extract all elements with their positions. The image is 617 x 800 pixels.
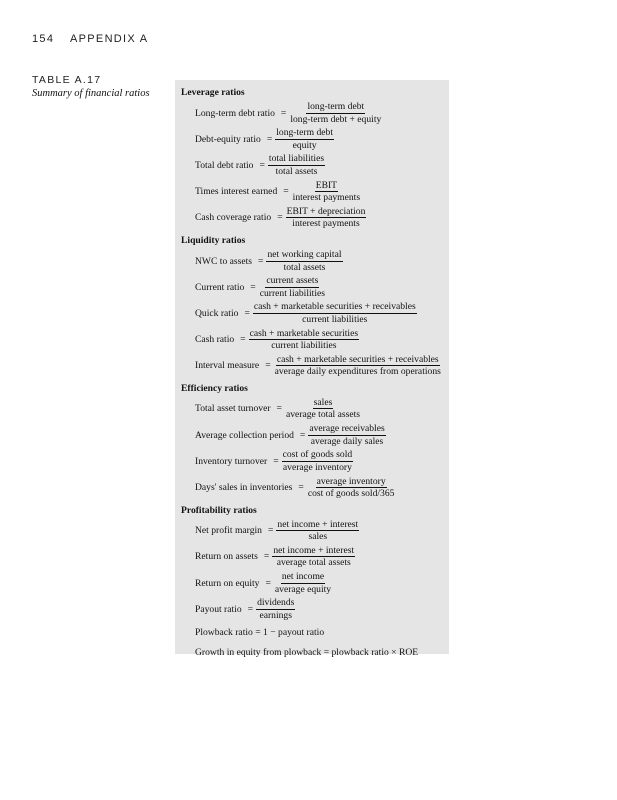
ratio-row	[181, 327, 443, 353]
ratio-fraction	[259, 275, 326, 299]
ratio-row	[181, 596, 443, 622]
ratio-denominator: cost of goods sold/365	[307, 488, 395, 500]
ratio-row	[181, 544, 443, 570]
ratio-denominator: total assets	[283, 261, 326, 273]
ratio-row	[181, 518, 443, 544]
ratio-fraction	[292, 180, 361, 204]
ratio-name: NWC to assets	[195, 255, 253, 267]
ratio-fraction	[275, 127, 334, 151]
running-head	[32, 33, 148, 45]
equals-sign: =	[266, 133, 273, 145]
section-title: Efficiency ratios	[181, 382, 248, 394]
ratio-fraction	[268, 153, 325, 177]
page-number: 154	[32, 33, 55, 45]
ratio-numerator: current assets	[266, 275, 319, 287]
ratio-row	[181, 353, 443, 379]
section-title: Profitability ratios	[181, 504, 257, 516]
ratio-fraction	[256, 597, 295, 621]
ratio-fraction	[272, 545, 355, 569]
ratio-name: Return on equity	[195, 577, 260, 589]
ratio-numerator: long-term debt	[276, 127, 333, 139]
ratio-fraction	[286, 206, 367, 230]
ratio-denominator: interest payments	[292, 192, 361, 204]
equals-sign: =	[280, 107, 287, 119]
ratio-fraction	[253, 301, 417, 325]
ratio-denominator: average daily sales	[310, 435, 384, 447]
ratio-numerator: net working capital	[267, 249, 342, 261]
ratio-row	[181, 422, 443, 448]
ratio-fraction	[307, 476, 396, 500]
ratio-name: Quick ratio	[195, 307, 239, 319]
ratio-numerator: EBIT	[315, 179, 338, 191]
ratio-row	[181, 474, 443, 500]
ratio-fraction	[249, 328, 360, 352]
ratio-denominator: average inventory	[282, 461, 352, 473]
ratio-numerator: cash + marketable securities + receivables	[253, 301, 416, 313]
ratio-numerator: total liabilities	[268, 153, 325, 165]
ratio-denominator: current liabilities	[271, 340, 337, 352]
equals-sign: =	[277, 212, 283, 224]
section-title: Liquidity ratios	[181, 234, 246, 246]
running-title: APPENDIX A	[70, 33, 149, 45]
equals-sign: =	[273, 455, 279, 467]
equals-sign: =	[258, 255, 264, 267]
equals-sign: =	[244, 307, 250, 319]
ratio-numerator: cash + marketable securities	[249, 327, 359, 339]
ratio-row	[181, 274, 443, 300]
ratio-denominator: earnings	[259, 609, 292, 621]
table-caption	[32, 74, 172, 99]
ratio-name: Inventory turnover	[195, 455, 268, 467]
equals-sign: =	[265, 360, 271, 372]
ratio-denominator: equity	[292, 139, 317, 151]
equals-sign: =	[263, 551, 270, 563]
ratio-denominator: long-term debt + equity	[290, 113, 382, 125]
ratio-denominator: interest payments	[292, 218, 360, 230]
ratio-denominator: total assets	[275, 165, 318, 177]
ratio-row	[181, 152, 443, 178]
ratio-fraction	[276, 519, 359, 543]
ratio-row	[181, 300, 443, 326]
ratio-numerator: long-term debt	[307, 101, 365, 113]
ratio-numerator: average inventory	[316, 475, 386, 487]
table-label: TABLE A.17	[32, 74, 102, 86]
ratio-fraction	[274, 354, 442, 378]
ratio-section	[181, 86, 443, 234]
ratio-denominator: sales	[308, 531, 328, 543]
ratio-row	[181, 448, 443, 474]
ratio-name: Average collection period	[195, 429, 294, 441]
ratio-row	[181, 100, 443, 126]
ratio-name: Days' sales in inventories	[195, 482, 293, 494]
ratio-name: Long-term debt ratio	[195, 107, 275, 119]
ratio-name: Total asset turnover	[195, 403, 271, 415]
ratio-name: Debt-equity ratio	[195, 133, 261, 145]
equals-sign: =	[259, 159, 265, 171]
ratio-section	[181, 234, 443, 382]
equals-sign: =	[299, 429, 306, 441]
equals-sign: =	[240, 334, 246, 346]
ratio-row	[181, 205, 443, 231]
ratio-numerator: net income + interest	[277, 518, 359, 530]
equals-sign: =	[276, 403, 282, 415]
ratio-numerator: average receivables	[309, 423, 385, 435]
ratio-section	[181, 504, 443, 666]
ratio-fraction	[266, 249, 342, 273]
equals-sign: =	[250, 281, 256, 293]
equals-sign: =	[247, 603, 254, 615]
ratio-name: Times interest earned	[195, 186, 278, 198]
ratio-name: Interval measure	[195, 360, 260, 372]
ratio-row	[181, 570, 443, 596]
ratio-row	[181, 396, 443, 422]
ratio-denominator: current liabilities	[259, 287, 325, 299]
ratio-fraction	[285, 397, 361, 421]
ratio-section	[181, 382, 443, 504]
ratio-formula-line: Growth in equity from plowback = plowback ratio × ROE	[195, 646, 419, 658]
ratio-fraction	[282, 449, 354, 473]
ratio-numerator: net income + interest	[273, 544, 355, 556]
ratio-denominator: average total assets	[285, 409, 361, 421]
ratio-numerator: net income	[281, 571, 325, 583]
ratio-formula-line: Plowback ratio = 1 − payout ratio	[195, 626, 325, 638]
ratio-fraction	[274, 571, 332, 595]
ratio-numerator: cost of goods sold	[282, 449, 353, 461]
ratio-denominator: current liabilities	[302, 313, 368, 325]
ratio-numerator: dividends	[257, 597, 295, 609]
ratio-name: Return on assets	[195, 551, 258, 563]
equals-sign: =	[298, 482, 304, 494]
ratio-numerator: sales	[313, 396, 333, 408]
equals-sign: =	[265, 577, 271, 589]
ratio-denominator: average equity	[274, 583, 332, 595]
ratios-panel	[175, 80, 449, 658]
section-gap	[181, 662, 443, 665]
ratio-fraction	[289, 101, 382, 125]
ratio-name: Cash coverage ratio	[195, 212, 272, 224]
ratio-name: Payout ratio	[195, 603, 242, 615]
ratio-name: Cash ratio	[195, 334, 235, 346]
ratio-denominator: average total assets	[276, 557, 351, 569]
equals-sign: =	[283, 186, 289, 198]
ratio-row	[181, 179, 443, 205]
ratio-row	[181, 126, 443, 152]
ratio-row	[181, 248, 443, 274]
ratio-numerator: EBIT + depreciation	[286, 205, 366, 217]
ratio-fraction	[308, 423, 385, 447]
ratio-denominator: average daily expenditures from operations	[274, 366, 441, 378]
ratio-name: Net profit margin	[195, 525, 262, 537]
section-title: Leverage ratios	[181, 87, 245, 98]
equals-sign: =	[267, 525, 274, 537]
table-subtitle: Summary of financial ratios	[32, 88, 150, 99]
ratio-name: Total debt ratio	[195, 159, 254, 171]
ratio-numerator: cash + marketable securities + receivables	[276, 353, 439, 365]
ratio-name: Current ratio	[195, 281, 245, 293]
